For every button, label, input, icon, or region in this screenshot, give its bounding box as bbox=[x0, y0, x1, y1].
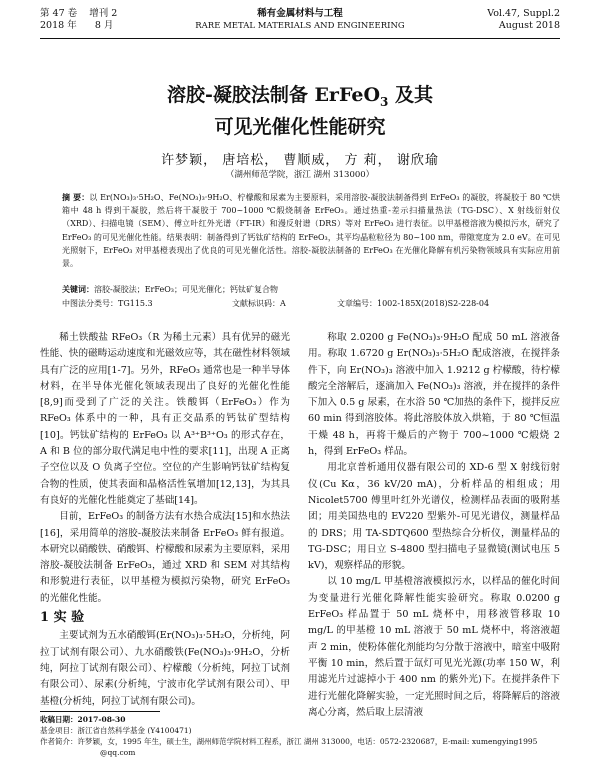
column-left bbox=[40, 330, 290, 710]
journal-name-cn: 稀有金属材料与工程 bbox=[257, 8, 343, 19]
affiliation: （湖州师范学院，浙江 湖州 313000） bbox=[225, 170, 375, 180]
paragraph: 用北京普析通用仪器有限公司的 XD-6 型 X 射线衍射仪(Cu Kα，36 kV/20 mA)，分析样品的相组成；用 Nicolet5700 傅里叶红外光谱仪，检测样品表面的吸附基团；用美国热电的 EV220 型紫外-可见光谱仪，测量样品的 DRS；用 TA-SDTQ600 型热综合分析仪，测量样品的 TG-DSC；用日立 S-4800 型扫描电子显微镜(测试电压 5 kV)，观察样品的形貌。 bbox=[308, 462, 560, 572]
paragraph: 称取 2.0200 g Fe(NO₃)₃·9H₂O 配成 50 mL 溶液备用。称取 1.6720 g Er(NO₃)₃·5H₂O 配成溶液，在搅拌条件下，向 Er(NO₃)₃ 溶液中加入 1.9212 g 柠檬酸，待柠檬酸完全溶解后，逐滴加入 Fe(NO₃)₃ 溶液，并在搅拌的条件下加入 0.5 g 尿素，在水浴 50 ℃加热的条件下，搅拌反应 60 min 得到溶胶体。将此溶胶体放入烘箱，于 80 ℃恒温干燥 48 h，再将干燥后的产物于 700~1000 ℃煅烧 2 h，得到 ErFeO₃ 样品。 bbox=[308, 332, 560, 458]
volume-cn: 第 47 卷 bbox=[40, 8, 78, 19]
title-line1-a: 溶胶-凝胶法制备 ErFeO bbox=[166, 84, 381, 106]
month-cn: 8 月 bbox=[94, 20, 114, 31]
header-rule bbox=[40, 38, 560, 39]
footnote bbox=[40, 714, 560, 758]
paragraph: 以 10 mg/L 甲基橙溶液模拟污水，以样品的催化时间为变量进行光催化降解性能实验研究。称取 0.0200 g ErFeO₃ 样品置于 50 mL 烧杯中，用移液管移取 10 mg/L 的甲基橙 10 mL 溶液于 50 mL 烧杯中，将溶液超声 2 min，使粉体催化剂能均匀分散于溶液中，暗室中吸附平衡 10 min，然后置于氙灯可见光光源(功率 150 W，利用滤光片过滤掉小于 400 nm 的紫外光)下。在搅拌条件下进行光催化降解实验，一定光照时间之后，将降解后的溶液离心分离，然后取上层清液 bbox=[308, 576, 560, 718]
column-right bbox=[308, 330, 560, 721]
abstract bbox=[62, 191, 560, 270]
paragraph: 稀土铁酸盐 RFeO₃（R 为稀土元素）具有优异的磁光性能、快的磁畴运动速度和光磁效应等，其在磁性材料领域具有广泛的应用[1-7]。另外，RFeO₃ 通常也是一种半导体材料，在半导体光催化领域表现出了良好的光催化性能[8,9]而受到了广泛的关注。铁酸铒（ErFeO₃）作为 RFeO₃ 体系中的一种，具有正交晶系的钙钛矿型结构[10]。钙钛矿结构的 ErFeO₃ 以 A³⁺B³⁺O₃ 的形式存在，A 和 B 位的部分取代满足电中性的要求[11]，出现 A 正离子空位以及 O 负离子空位。空位的产生影响钙钛矿结构复合物的性质，使其表面和晶格活性氧增加[12,13]，为其具有良好的光催化性能奠定了基础[14]。 bbox=[40, 332, 290, 506]
keywords-label: 关键词： bbox=[62, 284, 94, 294]
title-line1-b: 及其 bbox=[388, 84, 434, 106]
journal-name-en: RARE METAL MATERIALS AND ENGINEERING bbox=[195, 21, 405, 31]
keywords-text: 溶胶-凝胶法；ErFeO₃；可见光催化；钙钛矿复合物 bbox=[94, 285, 278, 294]
abstract-label: 摘 要： bbox=[62, 192, 90, 202]
paragraph: 目前，ErFeO₃ 的制备方法有水热合成法[15]和水热法[16]，采用简单的溶胶-凝胶法来制备 ErFeO₃ 鲜有报道。本研究以硝酸铁、硝酸铒、柠檬酸和尿素为主要原料，采用溶胶-凝胶法制备 ErFeO₃，通过 XRD 和 SEM 对其结构和形貌进行表征，以甲基橙为模拟污染物，研究 ErFeO₃ 的光催化性能。 bbox=[40, 511, 290, 604]
fund-info: 基金项目：浙江省自然科学基金 (Y4100471) bbox=[40, 726, 192, 735]
classification-line bbox=[62, 298, 560, 309]
title-line2: 可见光催化性能研究 bbox=[214, 115, 386, 138]
volume-en: Vol.47, Suppl.2 bbox=[487, 8, 560, 19]
section-heading: 1 实 验 bbox=[40, 610, 85, 626]
clc-number: 中图法分类号：TG115.3 bbox=[62, 299, 153, 308]
header-center bbox=[40, 8, 560, 32]
footnote-rule bbox=[40, 711, 160, 712]
author-list: 许梦颖， 唐培松， 曹顺威， 方 莉， 谢欣瑜 bbox=[161, 153, 439, 168]
document-code: 文献标识码：A bbox=[232, 299, 286, 308]
title-subscript: 3 bbox=[380, 94, 389, 109]
date-en: August 2018 bbox=[498, 20, 560, 31]
author-bio: 作者简介：许梦颖，女，1995 年生，硕士生，湖州师范学院材料工程系，浙江 湖州 313000，电话：0572-2320687，E-mail: xumengying1995 bbox=[40, 737, 538, 746]
issue-cn: 增刊 2 bbox=[89, 8, 118, 19]
header-right bbox=[487, 8, 560, 32]
running-header bbox=[40, 6, 560, 46]
article-id: 文章编号：1002-185X(2018)S2-228-04 bbox=[337, 299, 490, 308]
year-cn: 2018 年 bbox=[40, 20, 77, 31]
abstract-text: 以 Er(NO₃)₃·5H₂O、Fe(NO₃)₃·9H₂O、柠檬酸和尿素为主要原料，采用溶胶-凝胶法制备得到 ErFeO₃ 的凝胶，将凝胶于 80 ℃烘箱中 48 h 得到干凝胶，然后将干凝胶于 700~1000 ℃煅烧制备 ErFeO₃。通过热重-差示扫描量热法（TG-DSC）、X 射线衍射仪（XRD）、扫描电镜（SEM）、傅立叶红外光谱（FT-IR）和漫反射谱（DRS）等对 ErFeO₃ 进行表征。以甲基橙溶液为模拟污水，研究了 ErFeO₃ 的可见光催化性能。结果表明：制备得到了钙钛矿结构的 ErFeO₃，其平均晶粒粒径为 80~100 nm，带隙宽度为 2.0 eV。在可见光照射下，ErFeO₃ 对甲基橙表现出了优良的可见光催化活性。溶胶-凝胶法制备的 ErFeO₃ 在光催化降解有机污染物领域具有实际应用前景。 bbox=[62, 193, 560, 269]
keywords bbox=[62, 284, 560, 295]
paper-title bbox=[40, 83, 560, 140]
author-email-tail: @qq.com bbox=[100, 748, 136, 757]
paragraph: 主要试剂为五水硝酸铒(Er(NO₃)₃·5H₂O，分析纯，阿拉丁试剂有限公司）、九水硝酸铁(Fe(NO₃)₃·9H₂O，分析纯，阿拉丁试剂有限公司）、柠檬酸（分析纯，阿拉丁试剂有限公司）、尿素(分析纯，宁波市化学试剂有限公司）、甲基橙(分析纯，阿拉丁试剂有限公司)。 bbox=[40, 630, 290, 707]
received-date: 收稿日期：2017-08-30 bbox=[40, 715, 126, 724]
